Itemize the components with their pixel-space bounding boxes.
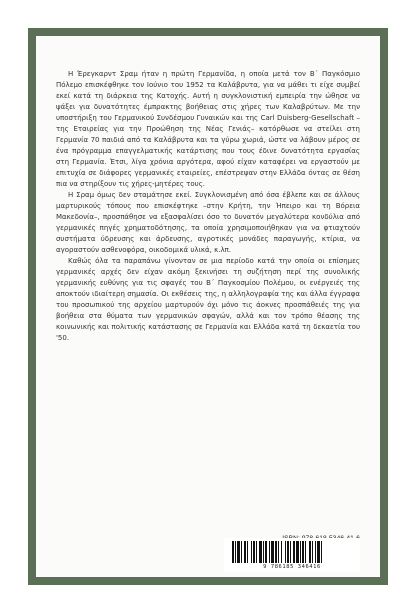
barcode-bar: [287, 541, 289, 563]
blurb-paragraph-2: Η Σραμ όμως δεν σταμάτησε εκεί. Συγκλονισμένη από όσα έβλεπε και σε άλλους μαρτυρικούς τόπους που επισκέφτηκε –στην Κρήτη, την Ήπειρο και τη Βόρεια Μακεδονία–, προσπάθησε να εξασφαλίσει όσο το δυνατόν μεγαλύτερα κονδύλια από γερμανικές πηγές χρηματοδότησης, τα οποία χρησιμοποιήθηκαν για να φτιαχτούν συστήματα ύδρευσης και άρδευσης, αγροτικές μονάδες παραγωγής, κτίρια, να αγοραστούν ασθενοφόρα, οικοδομικά υλικά, κ.λπ.: [56, 191, 360, 254]
barcode-bar: [271, 541, 274, 563]
barcode-bar: [315, 541, 316, 563]
barcode-bar: [256, 541, 257, 563]
barcode-bar: [259, 541, 262, 563]
barcode-bar: [278, 541, 279, 563]
blurb-text: [56, 69, 360, 344]
barcode-bar: [317, 541, 320, 563]
barcode-bar: [321, 541, 322, 563]
barcode-bar: [300, 541, 301, 563]
blurb-paragraph-3: Καθώς όλα τα παραπάνω γίνονταν σε μια περίοδο κατά την οποία οι επίσημες γερμανικές αρχές δεν είχαν ακόμη ξεκινήσει τη συζήτηση περί της συνολικής γερμανικής ευθύνης για τις σφαγές του Β΄ Παγκοσμίου Πολέμου, οι ενέργειές της αποκτούν ιδιαίτερη σημασία. Οι εκθέσεις της, η αλληλογραφία της και άλλα έγγραφα του προσωπικού της αρχείου μαρτυρούν όχι μόνο τις άοκνες προσπάθειές της για βοήθεια στα θύματα των γερμανικών σφαγών, αλλά και τον τρόπο θέασης της κοινωνικής και πολιτικής κατάστασης σε Γερμανία και Ελλάδα κατά τη δεκαετία του '50.: [56, 257, 360, 342]
barcode-bar: [269, 541, 270, 563]
barcode-bar: [265, 541, 267, 563]
barcode-bar: [244, 541, 246, 563]
barcode-bar: [241, 541, 242, 563]
barcode-bar: [285, 541, 286, 563]
barcode-bar: [235, 541, 236, 563]
barcode-box: [224, 538, 360, 572]
barcode-bar: [293, 541, 295, 563]
barcode-bar: [263, 541, 264, 563]
barcode-bar: [309, 541, 311, 563]
text-panel: [36, 36, 380, 577]
blurb-paragraph-1: Η Έρεγκαρντ Σραμ ήταν η πρώτη Γερμανίδα, η οποία μετά τον Β΄ Παγκόσμιο Πόλεμο επισκέφθηκε τον Ιούνιο του 1952 τα Καλάβρυτα, για να μάθει τι είχε συμβεί εκεί κατά τη διάρκεια της Κατοχής. Αυτή η συγκλονιστική εμπειρία την ώθησε να ψάξει για δυνατότητες έμπρακτης βοήθειας στις χήρες των Καλαβρύτων. Με την υποστήριξη του Γερμανικού Συνδέσμου Γυναικών και της Carl Duisberg-Gesellschaft –της Εταιρείας για την Προώθηση της Νέας Γενιάς– κατόρθωσε να στείλει στη Γερμανία 70 παιδιά από τα Καλάβρυτα και τα γύρω χωριά, ώστε να λάβουν μέρος σε ένα πρόγραμμα επαγγελματικής κατάρτισης που τους έδινε δυνατότητα εργασίας στη Γερμανία. Έτσι, λίγα χρόνια αργότερα, αφού είχαν καταφέρει να εργαστούν με επιτυχία σε διάφορες γερμανικές εταιρείες, επέστρεψαν στην Ελλάδα όντας σε θέση πια να στηρίξουν τις χήρες-μητέρες τους.: [56, 70, 360, 188]
barcode-bar: [296, 541, 299, 563]
barcode-bar: [237, 541, 240, 563]
barcode-bar: [281, 541, 282, 563]
barcode-bar: [290, 541, 291, 563]
barcode-bar: [312, 541, 313, 563]
barcode-bar: [275, 541, 277, 563]
barcode-digits: 9 786185 346416: [263, 564, 321, 570]
barcode-graphic: [232, 541, 352, 563]
barcode-bar: [302, 541, 304, 563]
barcode-bar: [305, 541, 306, 563]
barcode-bar: [253, 541, 255, 563]
barcode-bar: [232, 541, 234, 563]
green-frame: [28, 28, 388, 585]
barcode-bar: [247, 541, 248, 563]
barcode-bar: [251, 541, 252, 563]
